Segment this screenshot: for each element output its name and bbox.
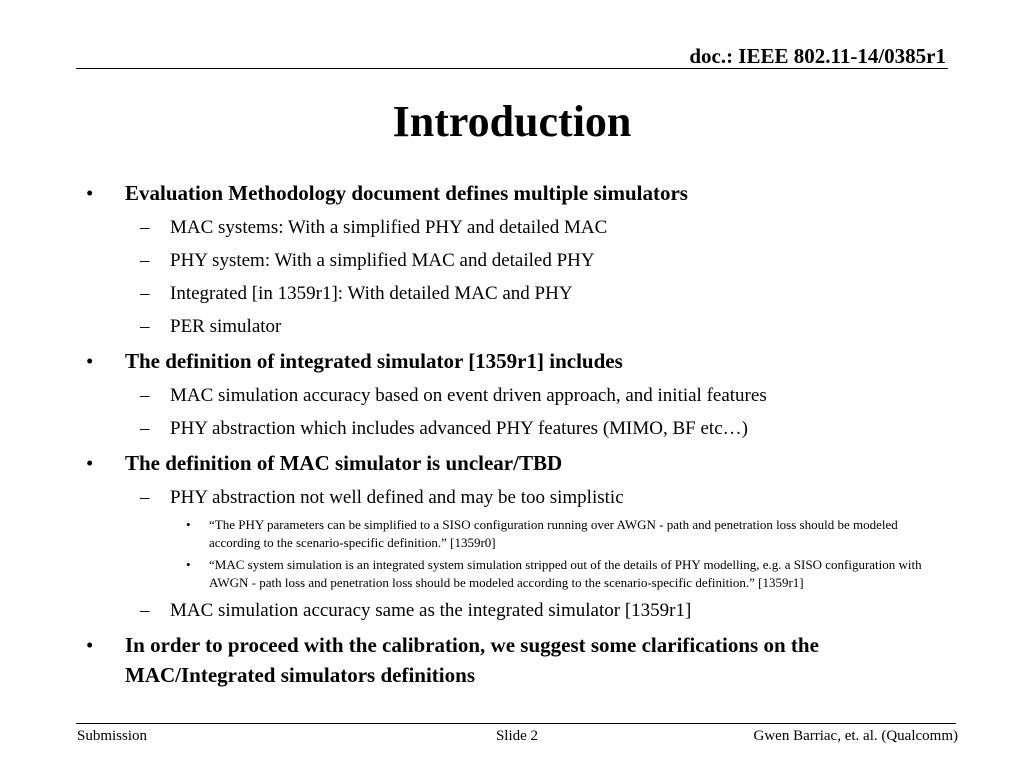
header-rule [76,68,948,69]
dash-marker: – [140,487,150,508]
dash-marker: – [140,418,150,439]
dash-marker: – [140,385,150,406]
sub-item-per-simulator [0,314,1024,340]
sub-item-text: PHY abstraction not well defined and may be too simplistic [170,487,624,508]
dash-marker: – [140,600,150,621]
quote-text: “The PHY parameters can be simplified to a SISO configuration running over AWGN - path and penetration loss should be modeled according to the scenario-specific definition.” [1359r0] [209,517,898,550]
bullet-evaluation-methodology [0,178,1024,208]
footer-slide-number: Slide 2 [495,728,539,744]
quote-1359r1 [0,556,1024,591]
bullet-marker: • [86,451,94,475]
quote-1359r0 [0,516,1024,551]
slide-body [0,178,1024,690]
sub-item-text: MAC simulation accuracy same as the integrated simulator [1359r1] [170,600,692,621]
bullet-mac-unclear [0,448,1024,478]
sub-item-mac-systems [0,215,1024,241]
slide-title: Introduction [392,97,632,146]
bullet-integrated-definition [0,346,1024,376]
doc-id: doc.: IEEE 802.11-14/0385r1 [689,44,946,68]
dash-marker: – [140,316,150,337]
bullet-marker: • [86,349,94,373]
sub-item-text: PHY system: With a simplified MAC and detailed PHY [170,250,595,271]
footer-submission: Submission [77,728,148,744]
sub-item-phy-system [0,248,1024,274]
bullet-marker: • [186,517,191,532]
sub-item-text: MAC simulation accuracy based on event driven approach, and initial features [170,385,767,406]
quote-text: “MAC system simulation is an integrated system simulation stripped out of the details of PHY modelling, e.g. a SISO configuration with AWGN - path loss and penetration loss should be modeled according to the scenario-specific definition.” [1359r1] [209,557,922,590]
sub-item-text: PER simulator [170,316,282,337]
bullet-text: The definition of MAC simulator is unclear/TBD [125,451,563,475]
bullet-marker: • [86,633,94,657]
bullet-marker: • [186,557,191,572]
bullet-text: In order to proceed with the calibration, we suggest some clarifications on the MAC/Integrated simulators definitions [125,633,819,687]
bullet-marker: • [86,181,94,205]
sub-item-integrated [0,281,1024,307]
sub-item-mac-same-accuracy [0,598,1024,624]
sub-item-phy-not-defined [0,485,1024,511]
footer-author: Gwen Barriac, et. al. (Qualcomm) [753,728,958,744]
sub-item-mac-accuracy [0,383,1024,409]
sub-item-text: MAC systems: With a simplified PHY and detailed MAC [170,217,608,238]
sub-item-text: PHY abstraction which includes advanced PHY features (MIMO, BF etc…) [170,418,748,439]
dash-marker: – [140,217,150,238]
bullet-text: Evaluation Methodology document defines multiple simulators [125,181,688,205]
bullet-text: The definition of integrated simulator [1359r1] includes [125,349,623,373]
dash-marker: – [140,283,150,304]
bullet-calibration-proposal [0,630,1024,690]
footer-rule [76,723,956,724]
sub-item-text: Integrated [in 1359r1]: With detailed MAC and PHY [170,283,573,304]
dash-marker: – [140,250,150,271]
sub-item-phy-abstraction [0,416,1024,442]
